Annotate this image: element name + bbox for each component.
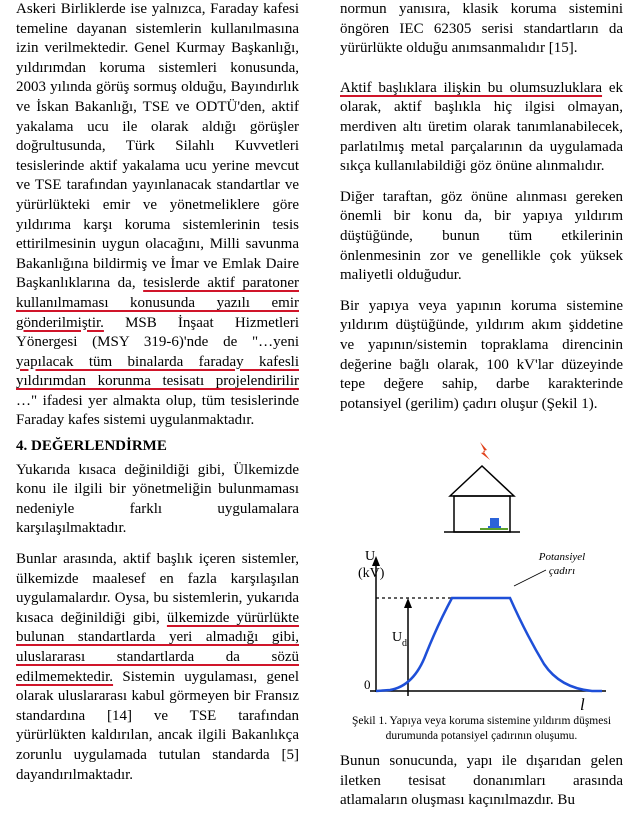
paragraph-active-heads [16,550,299,785]
text-run: MSB İnşaat Hizmetleri Yönergesi (MSY 319-6)'nde de "…yeni [16,314,299,351]
left-column [16,0,299,785]
paragraph-military [16,0,299,431]
paragraph-potential: Bir yapıya veya yapının koruma sistemine yıldırım düştüğünde, yıldırım akım şiddetine ve yapının/sistemin topraklama direncinin değerine bağlı olarak, 100 kV'lar düzeyinde tepe değere sahip, darbe karakterinde potansiyel (gerilim) çadırı oluşur (Şekil 1). [340,297,623,412]
text-run: Sistemin uygulaması, genel olarak uluslararası kabul görmeyen bir Fransız standardına [14] ve TSE tarafından yürürlükten kaldırılan, ancak ilgili Bakanlıkça zorunlu uygulamada tutulan standarda [5] dayandırılmaktadır. [16,668,299,783]
curve-label-line1: Potansiyel [538,551,586,564]
paragraph-conclusion: Bunun sonucunda, yapı ile dışarıdan gelen iletken tesisat donanımları arasında atlamaların oluşması kaçınılmazdır. Bu [340,753,623,809]
highlight-faraday-projects: yapılacak tüm binalarda faraday kafesli yıldırımdan korunma tesisatı projelendirilir [16,353,299,390]
text-run: …" ifadesi yer almakta olup, tüm tesislerinde Faraday kafes sistemi uygulanmaktadır. [16,392,299,429]
potential-tent-curve [376,598,602,691]
chart-axes [370,556,606,696]
section-heading: 4. DEĞERLENDİRME [16,438,167,455]
lightning-bolt-icon [480,442,490,460]
label-pointer [514,570,546,586]
ud-label: U [392,630,403,646]
highlight-written-order: tesislerde aktif paratoner kullanılmaması konusunda yazılı emir gönderilmiştir. [16,275,299,331]
figure-svg [340,414,623,714]
curve-label-line2: çadırı [548,565,576,578]
figure-caption: Şekil 1. Yapıya veya koruma sistemine yıldırım düşmesi durumunda potansiyel çadırının oluşumu. [351,715,612,743]
highlight-negatives: Aktif başlıklara ilişkin bu olumsuzluklara [340,79,603,96]
origin-label: 0 [364,677,371,693]
figure-potential-tent [340,414,623,714]
text-run: ek olarak, aktif başlıkla hiç ilgisi olmayan, merdiven altı üretim olarak tanımlanabilecek, parlatılmış metal parçalarının da uygulamada sıkça kullanılabildiği göz önüne alınmalıdır. [340,79,623,175]
text-run: Askeri Birliklerde ise yalnızca, Faraday kafesi temeline dayanan sistemlerin kullanılmasına izin verilmektedir. Genel Kurmay Başkanlığı, yıldırımdan koruma sistemleri konusunda, 2003 yılında görüş sormuş olduğu, Bayındırlık ve İskan Bakanlığı, TSE ve ODTÜ'den, aktif yakalama ucu ile olarak aldığı görüşler doğrultusunda, Türk Silahlı Kuvvetleri tesislerinde aktif yakalama ucu yerine mevcut ve TSE tarafından yayınlanacak standartlar ve yürürlükteki emir ve yönetmeliklere göre yıldırıma karşı koruma sistemlerinin tesis ettirilmesinin uygun olacağını, Milli savunma Bakanlığına bildirmiş ve İmar ve Emlak Daire Başkanlıklarına da, [16,1,299,292]
text-run: Bunlar arasında, aktif başlık içeren sistemler, ülkemizde maalesef en fazla karşılaşılan uygulamalardır. Oysa, bu sistemlerin, yukarıda kısaca değinildiği gibi, [16,551,299,626]
paragraph-evaluation: Yukarıda kısaca değinildiği gibi, Ülkemizde konu ile ilgili bir yönetmeliğin bulunmaması nedeniyle farklı uygulamalara karşılaşılmaktadır. [16,461,299,537]
right-column [340,0,623,811]
house-icon [444,466,520,532]
paragraph-norm: normun yanısıra, klasik koruma sistemini öngören IEC 62305 serisi standartların da yürürlükte olduğu anımsanmalıdır [15]. [340,1,623,57]
paragraph-cost: Diğer taraftan, göz önüne alınması gereken önemli bir konu da, bir yapıya yıldırım düştüğünde, bunun tüm etkilerinin önlenmesinin zor ve genellikle çok yüksek maliyetli olduğudur. [340,188,623,284]
y-axis-label: U [365,549,376,565]
ud-subscript: d [402,638,407,650]
x-axis-label: l [580,695,585,715]
highlight-standards: ülkemizde yürürlükte bulunan standartlarda yeri almadığı gibi, uluslararası standartlarda da sözü edilmemektedir. [16,609,299,685]
paragraph-negatives [340,79,623,177]
y-axis-unit: (kV) [358,566,385,582]
